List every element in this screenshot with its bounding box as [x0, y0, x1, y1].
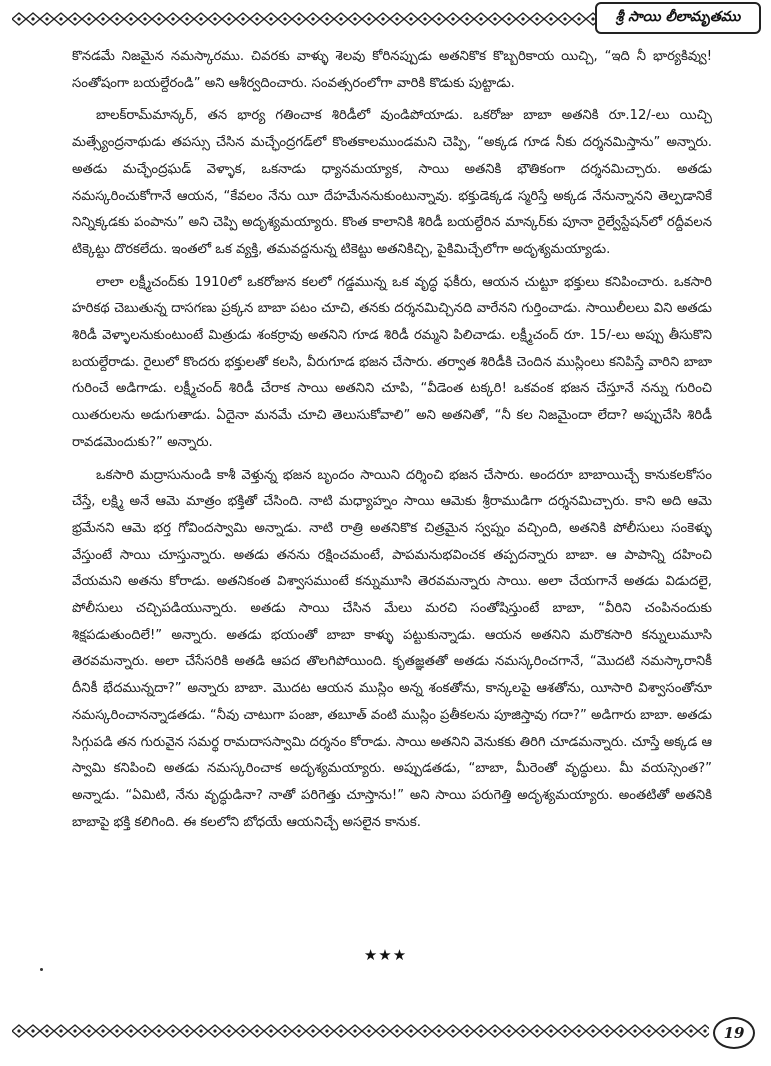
- ornament-pattern-bottom: [12, 1024, 709, 1038]
- book-title-header: శ్రీ సాయి లీలామృతము: [595, 2, 761, 34]
- paragraph-1: కొనడమే నిజమైన నమస్కారము. చివరకు వాళ్ళు శెలవు కోరినప్పుడు అతనికొక కొబ్బరికాయ యిచ్చి, “ఇది నీ భార్యకివ్వు! సంతోషంగా బయల్దేరండి” అని ఆశీర్వదించారు. సంవత్సరంలోగా వారికి కొడుకు పుట్టాడు.: [72, 49, 712, 91]
- stray-dot: [40, 968, 43, 971]
- bottom-ornamental-border: [12, 1024, 709, 1038]
- body-text: [72, 44, 712, 842]
- page-number: 19: [713, 1017, 755, 1049]
- paragraph-2: బాలక్‌రామ్‌మాన్కర్, తన భార్య గతించాక శిరిడీలో వుండిపోయాడు. ఒకరోజు బాబా అతనికి రూ.12/-లు యిచ్చి మత్స్యేంద్రనాథుడు తపస్సు చేసిన మచ్ఛేంద్రగడ్‌లో కొంతకాలముండమని చెప్పి, “అక్కడ గూడ నీకు దర్శనమిస్తాను” అన్నారు. అతడు మచ్ఛేంద్రఘడ్ వెళ్ళాక, ఒకనాడు ధ్యానమయ్యాక, సాయి అతనికి భౌతికంగా దర్శనమిచ్చారు. అతడు నమస్కరించుకోగానే ఆయన, “కేవలం నేను యీ దేహమేననుకుంటున్నావు. భక్తుడెక్కడ స్మరిస్తే అక్కడ నేనున్నానని తెల్పడానికే నిన్నిక్కడకు పంపాను” అని చెప్పి అదృశ్యమయ్యారు. కొంత కాలానికి శిరిడీ బయల్దేరిన మాన్కర్‌కు పూనా రైల్వేస్టేషన్‌లో రద్దీవలన టిక్కెట్టు దొరకలేదు. ఇంతలో ఒక వ్యక్తి, తమవద్దనున్న టికెట్టు అతనికిచ్చి, పైకిమిచ్చేలోగా అదృశ్యమయ్యాడు.: [72, 108, 712, 257]
- paragraph-4: ఒకసారి మద్రాసునుండి కాశీ వెళ్తున్న భజన బృందం సాయిని దర్శించి భజన చేసారు. అందరూ బాబాయిచ్చే కానుకలకోసం చేస్తే, లక్ష్మి అనే ఆమె మాత్రం భక్తితో చేసింది. నాటి మధ్యాహ్నం సాయి ఆమెకు శ్రీరాముడిగా దర్శనమిచ్చారు. కాని అది ఆమె భ్రమేనని ఆమె భర్త గోవిందస్వామి అన్నాడు. నాటి రాత్రి అతనికొక చిత్రమైన స్వప్నం వచ్చింది, అతనికి పోలీసులు సంకెళ్ళు వేస్తుంటే సాయి చూస్తున్నారు. అతడు తనను రక్షించమంటే, పాపమనుభవించక తప్పదన్నారు బాబా. ఆ పాపాన్ని దహించి వేయమని అతను కోరాడు. అతనికంత విశ్వాసముంటే కన్నుమూసి తెరవమన్నారు సాయి. అలా చేయగానే అతడు విడుదలై, పోలీసులు చచ్చిపడియున్నారు. అతడు సాయి చేసిన మేలు మరచి సంతోషిస్తుంటే బాబా, “వీరిని చంపినందుకు శిక్షపడుతుందిలే!” అన్నారు. అతడు భయంతో బాబా కాళ్ళు పట్టుకున్నాడు. ఆయన అతనిని మరొకసారి కన్నులుమూసి తెరవమన్నారు. అలా చేసేసరికి అతడి ఆపద తొలగిపోయింది. కృతజ్ఞతతో అతడు నమస్కరించగానే, “మొదటి నమస్కారానికీ దీనికీ భేదమున్నదా?” అన్నారు బాబా. మొదట ఆయన ముస్లిం అన్న శంకతోను, కాన్కలపై ఆశతోను, యీసారి విశ్వాసంతోనూ నమస్కరించానన్నాడతడు. “నీవు చాటుగా పంజా, తబూత్ వంటి ముస్లిం ప్రతీకలను పూజిస్తావు గదా?” అడిగారు బాబా. అతడు సిగ్గుపడి తన గురువైన సమర్థ రామదాసస్వామి దర్శనం కోరాడు. సాయి అతనిని వెనుకకు తిరిగి చూడమన్నారు. చూస్తే అక్కడ ఆ స్వామి కనిపించి అతడు నమస్కరించాక అదృశ్యమయ్యారు. అప్పుడతడు, “బాబా, మీరెంతో వృద్ధులు. మీ వయస్సెంత?” అన్నాడు. “ఏమిటి, నేను వృద్ధుడినా? నాతో పరిగెత్తు చూస్తాను!” అని సాయి పరుగెత్తి అదృశ్యమయ్యారు. అంతటితో అతనికి బాబాపై భక్తి కలిగింది. ఈ కలలోని బోధయే ఆయనిచ్చే అసలైన కానుక.: [72, 467, 712, 830]
- paragraph-3: లాలా లక్ష్మీచంద్‌కు 1910లో ఒకరోజున కలలో గడ్డమున్న ఒక వృద్ధ ఫకీరు, ఆయన చుట్టూ భక్తులు కనిపించారు. ఒకసారి హరికథ చెబుతున్న దాసగణు ప్రక్కన బాబా పటం చూచి, తనకు దర్శనమిచ్చినది వారేనని గుర్తించాడు. సాయిలీలలు విని అతడు శిరిడీ వెళ్ళాలనుకుంటుంటే మిత్రుడు శంకర్రావు అతనిని గూడ శిరిడీ రమ్మని పిలిచాడు. లక్ష్మీచంద్ రూ. 15/-లు అప్పు తీసుకొని బయల్దేరాడు. రైలులో కొందరు భక్తులతో కలసి, వీరుగూడ భజన చేసారు. తర్వాత శిరిడీకి చెందిన ముస్లింలు కనిపిస్తే వారిని బాబా గురించే అడిగాడు. లక్ష్మీచంద్ శిరిడీ చేరాక సాయి అతనిని చూపి, “వీడెంత టక్కరి! ఒకవంక భజన చేస్తూనే నన్ను గురించి యితరులను అడుగుతాడు. ఏదైనా మనమే చూచి తెలుసుకోవాలి” అని అతనితో, “నీ కల నిజమైందా లేదా? అప్పుచేసి శిరిడీ రావడమెందుకు?” అన్నారు.: [72, 274, 712, 450]
- section-separator: ★★★: [363, 946, 408, 964]
- ornament-pattern-top: [12, 12, 601, 26]
- top-ornamental-border: [12, 12, 601, 26]
